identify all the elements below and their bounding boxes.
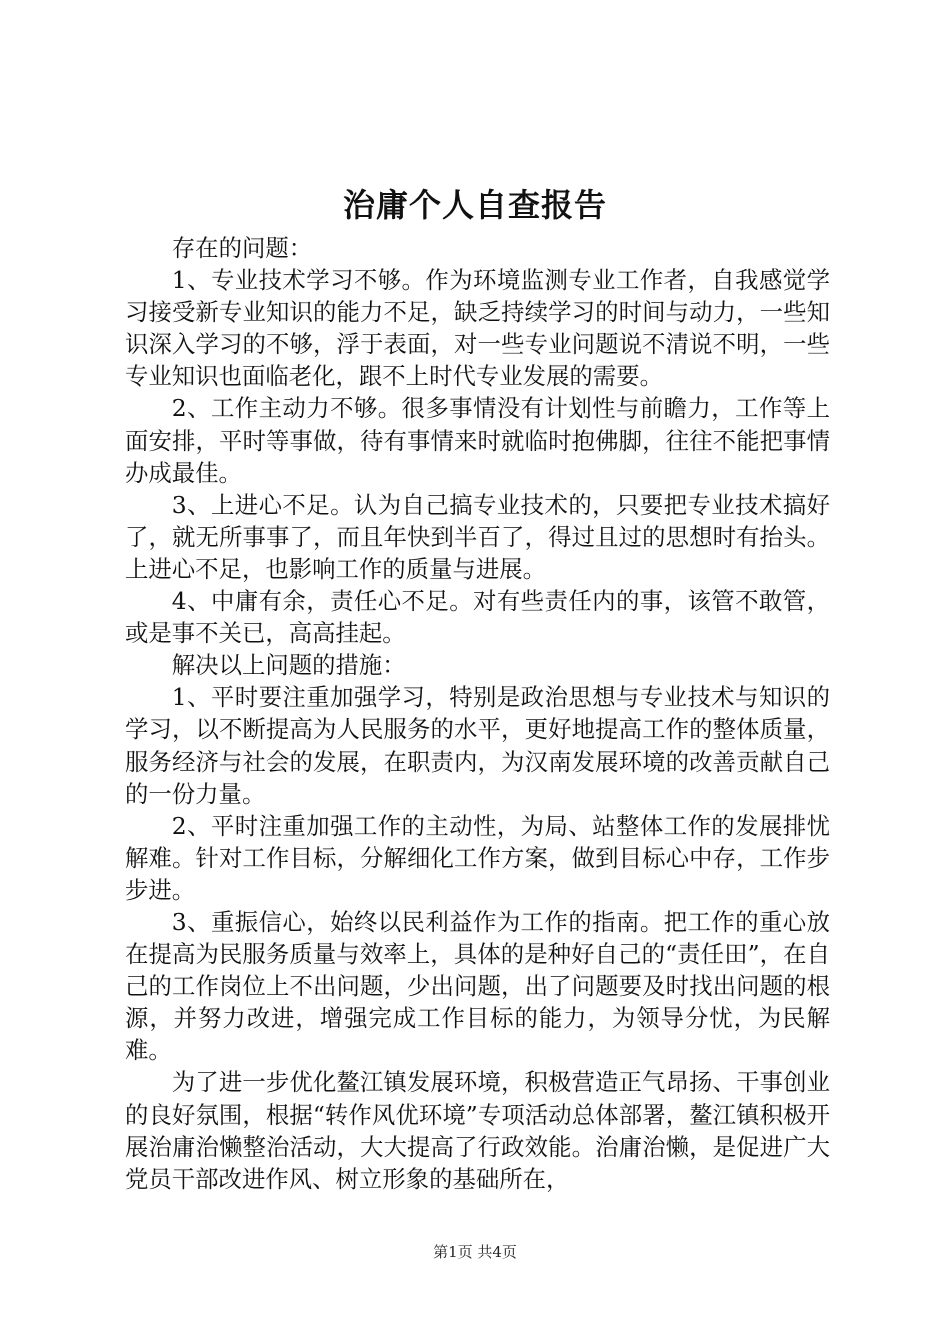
document-title: 治庸个人自查报告 xyxy=(342,186,607,224)
paragraph-problems-heading: 存在的问题： xyxy=(171,234,313,262)
paragraph-measure-2: 2、平时注重加强工作的主动性，为局、站整体工作的发展排忧解难。针对工作目标，分解细化工作方案，做到目标心中存，工作步步进。 xyxy=(125,811,830,904)
paragraph-problem-1: 1、专业技术学习不够。作为环境监测专业工作者，自我感觉学习接受新专业知识的能力不足，缺乏持续学习的时间与动力，一些知识深入学习的不够，浮于表面，对一些专业问题说不清说不明，一些专业知识也面临老化，跟不上时代专业发展的需要。 xyxy=(125,266,830,391)
paragraph-measure-3: 3、重振信心，始终以民利益作为工作的指南。把工作的重心放在提高为民服务质量与效率上，具体的是种好自己的“责任田”，在自己的工作岗位上不出问题，少出问题，出了问题要及时找出问题的根源，并努力改进，增强完成工作目标的能力，为领导分忧，为民解难。 xyxy=(125,907,830,1065)
paragraph-problem-3: 3、上进心不足。认为自己搞专业技术的，只要把专业技术搞好了，就无所事事了，而且年快到半百了，得过且过的思想时有抬头。上进心不足，也影响工作的质量与进展。 xyxy=(125,490,830,583)
paragraph-measures-heading: 解决以上问题的措施： xyxy=(171,651,406,680)
paragraph-problem-4: 4、中庸有余，责任心不足。对有些责任内的事，该管不敢管，或是事不关已，高高挂起。 xyxy=(125,587,830,648)
paragraph-measure-1: 1、平时要注重加强学习，特别是政治思想与专业技术与知识的学习，以不断提高为人民服务的水平，更好地提高工作的整体质量，服务经济与社会的发展，在职责内，为汉南发展环境的改善贡献自己的一份力量。 xyxy=(125,683,830,808)
document-body xyxy=(125,232,830,1195)
paragraph-aojiang-intro: 为了进一步优化鳌江镇发展环境，积极营造正气昂扬、干事创业的良好氛围，根据“转作风优环境”专项活动总体部署，鳌江镇积极开展治庸治懒整治活动，大大提高了行政效能。治庸治懒，是促进广大党员干部改进作风、树立形象的基础所在， xyxy=(125,1068,830,1193)
page-footer: 第1页 共4页 xyxy=(433,1243,517,1261)
paragraph-problem-2: 2、工作主动力不够。很多事情没有计划性与前瞻力，工作等上面安排，平时等事做，待有事情来时就临时抱佛脚，往往不能把事情办成最佳。 xyxy=(125,394,830,487)
